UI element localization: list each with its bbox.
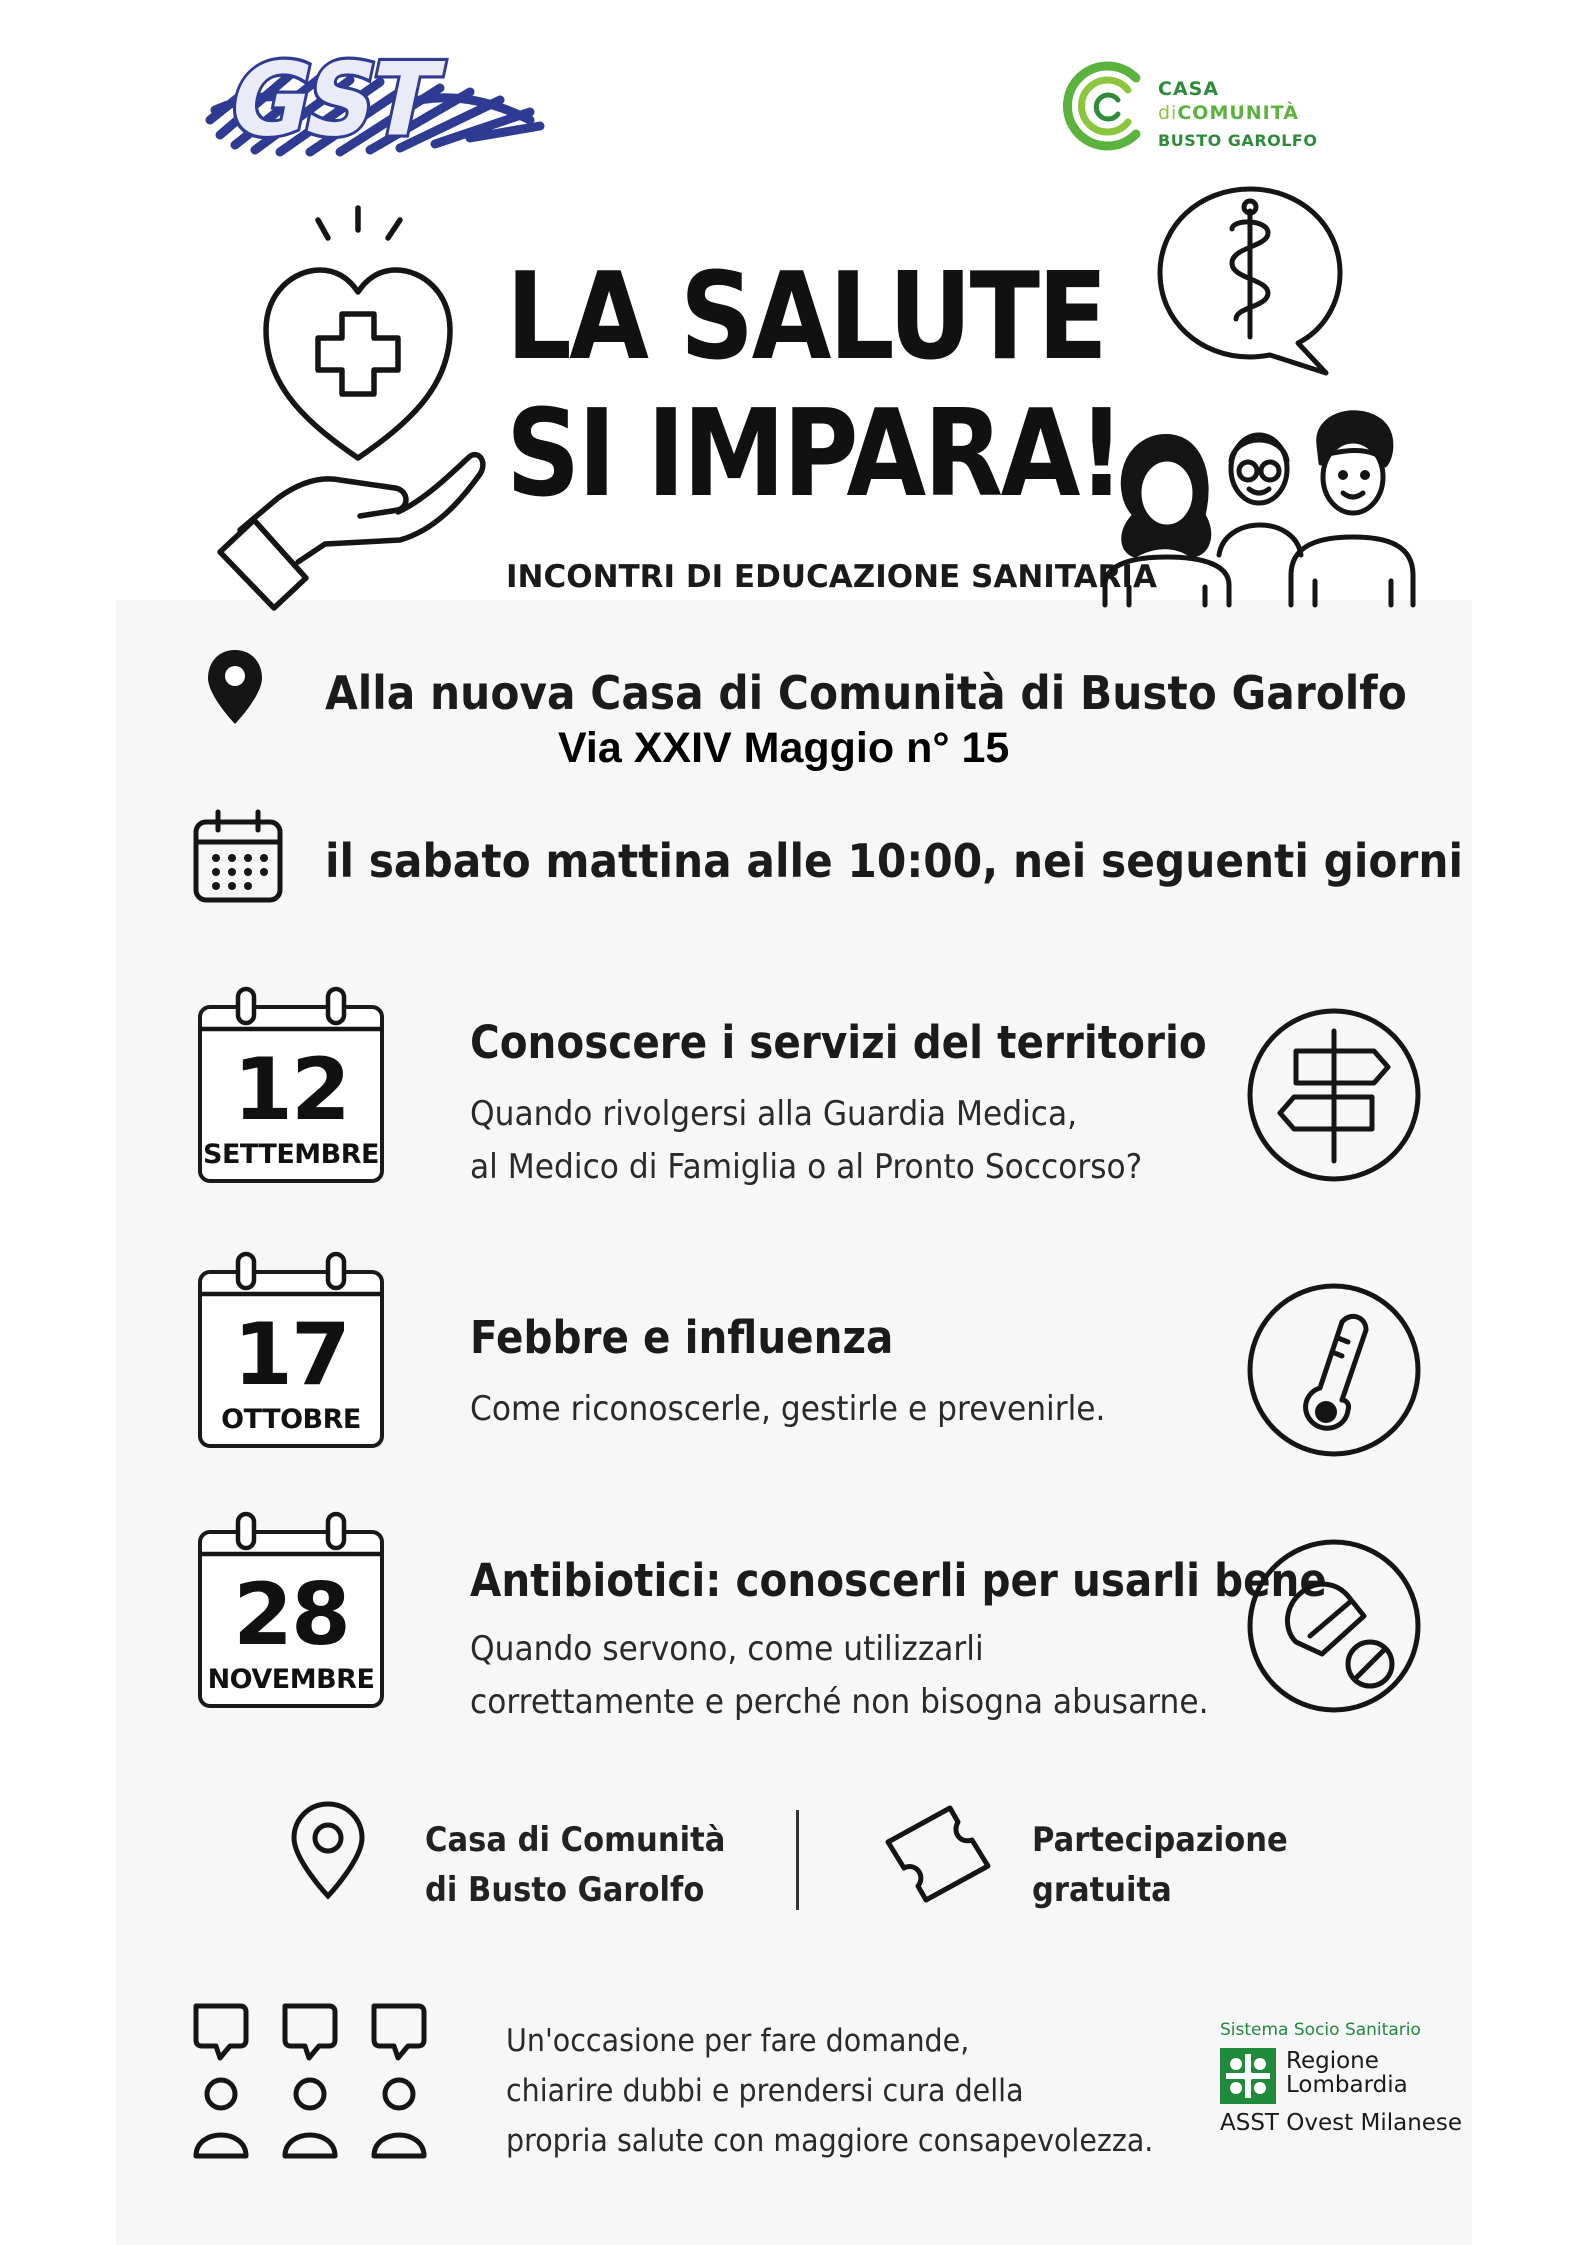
event-3-desc-2: correttamente e perché non bisogna abusarne. [470,1682,1209,1722]
free-line2: gratuita [1032,1870,1172,1910]
people-chat-icon [190,2000,430,2165]
free-line1: Partecipazione [1032,1820,1288,1860]
lombardia-line2: Lombardia [1286,2072,1408,2098]
event-1-month: SETTEMBRE [203,1139,379,1170]
lombardia-system-label: Sistema Socio Sanitario [1220,2020,1421,2040]
schedule-text: il sabato mattina alle 10:00, nei seguenti giorni [325,834,1464,888]
casa-logo-line1: CASA [1158,78,1220,100]
event-3-title: Antibiotici: conoscerli per usarli bene [470,1554,1327,1607]
event-3-month: NOVEMBRE [207,1664,375,1695]
event-2-desc-1: Come riconoscerle, gestirle e prevenirle. [470,1389,1106,1429]
ticket-icon [882,1808,994,1900]
event-1-day: 12 [233,1040,349,1140]
regione-lombardia-logo-icon [1220,2048,1276,2104]
venue-line1: Casa di Comunità [425,1820,726,1860]
closing-text: Un'occasione per fare domande, chiarire dubbi e prendersi cura della propria salute con maggiore consapevolezza. [506,2023,1154,2159]
three-people-icon [1095,405,1415,610]
lombardia-line1: Regione [1286,2048,1379,2074]
divider [796,1810,799,1910]
location-pin-icon [206,648,264,726]
event-1-desc-1: Quando rivolgersi alla Guardia Medica, [470,1094,1078,1134]
signpost-icon [1246,995,1422,1195]
pills-icon [1246,1538,1422,1714]
caduceus-speech-bubble-icon [1150,185,1350,380]
event-3-desc-1: Quando servono, come utilizzarli [470,1629,984,1669]
location-outline-icon [290,1800,366,1900]
event-2-month: OTTOBRE [221,1404,361,1435]
event-3-date [198,1510,382,1705]
event-2-date [198,1250,382,1445]
casa-comunita-logo-icon [1058,58,1154,154]
venue-line2: di Busto Garolfo [425,1870,705,1910]
event-1-title: Conoscere i servizi del territorio [470,1016,1207,1069]
thermometer-icon [1246,1282,1422,1462]
asst-label: ASST Ovest Milanese [1220,2110,1463,2136]
title-line1: LA SALUTE [506,248,1106,387]
event-3-day: 28 [233,1565,349,1665]
event-2-day: 17 [233,1305,349,1405]
casa-logo-line3: BUSTO GAROLFO [1158,131,1318,150]
address-text: Via XXIV Maggio n° 15 [558,724,1010,772]
title-line2: SI IMPARA! [506,385,1123,524]
calendar-icon [192,808,284,904]
gst-logo-text: GST [219,41,446,159]
heart-hand-icon [210,200,480,600]
event-2-title: Febbre e influenza [470,1311,894,1364]
event-1-date [198,985,382,1180]
event-1-desc-2: al Medico di Famiglia o al Pronto Soccorso? [470,1147,1143,1187]
location-text: Alla nuova Casa di Comunità di Busto Garolfo [325,666,1407,720]
casa-logo-line2: diCOMUNITÀ [1158,102,1299,124]
subtitle: INCONTRI DI EDUCAZIONE SANITARIA [506,559,1157,595]
